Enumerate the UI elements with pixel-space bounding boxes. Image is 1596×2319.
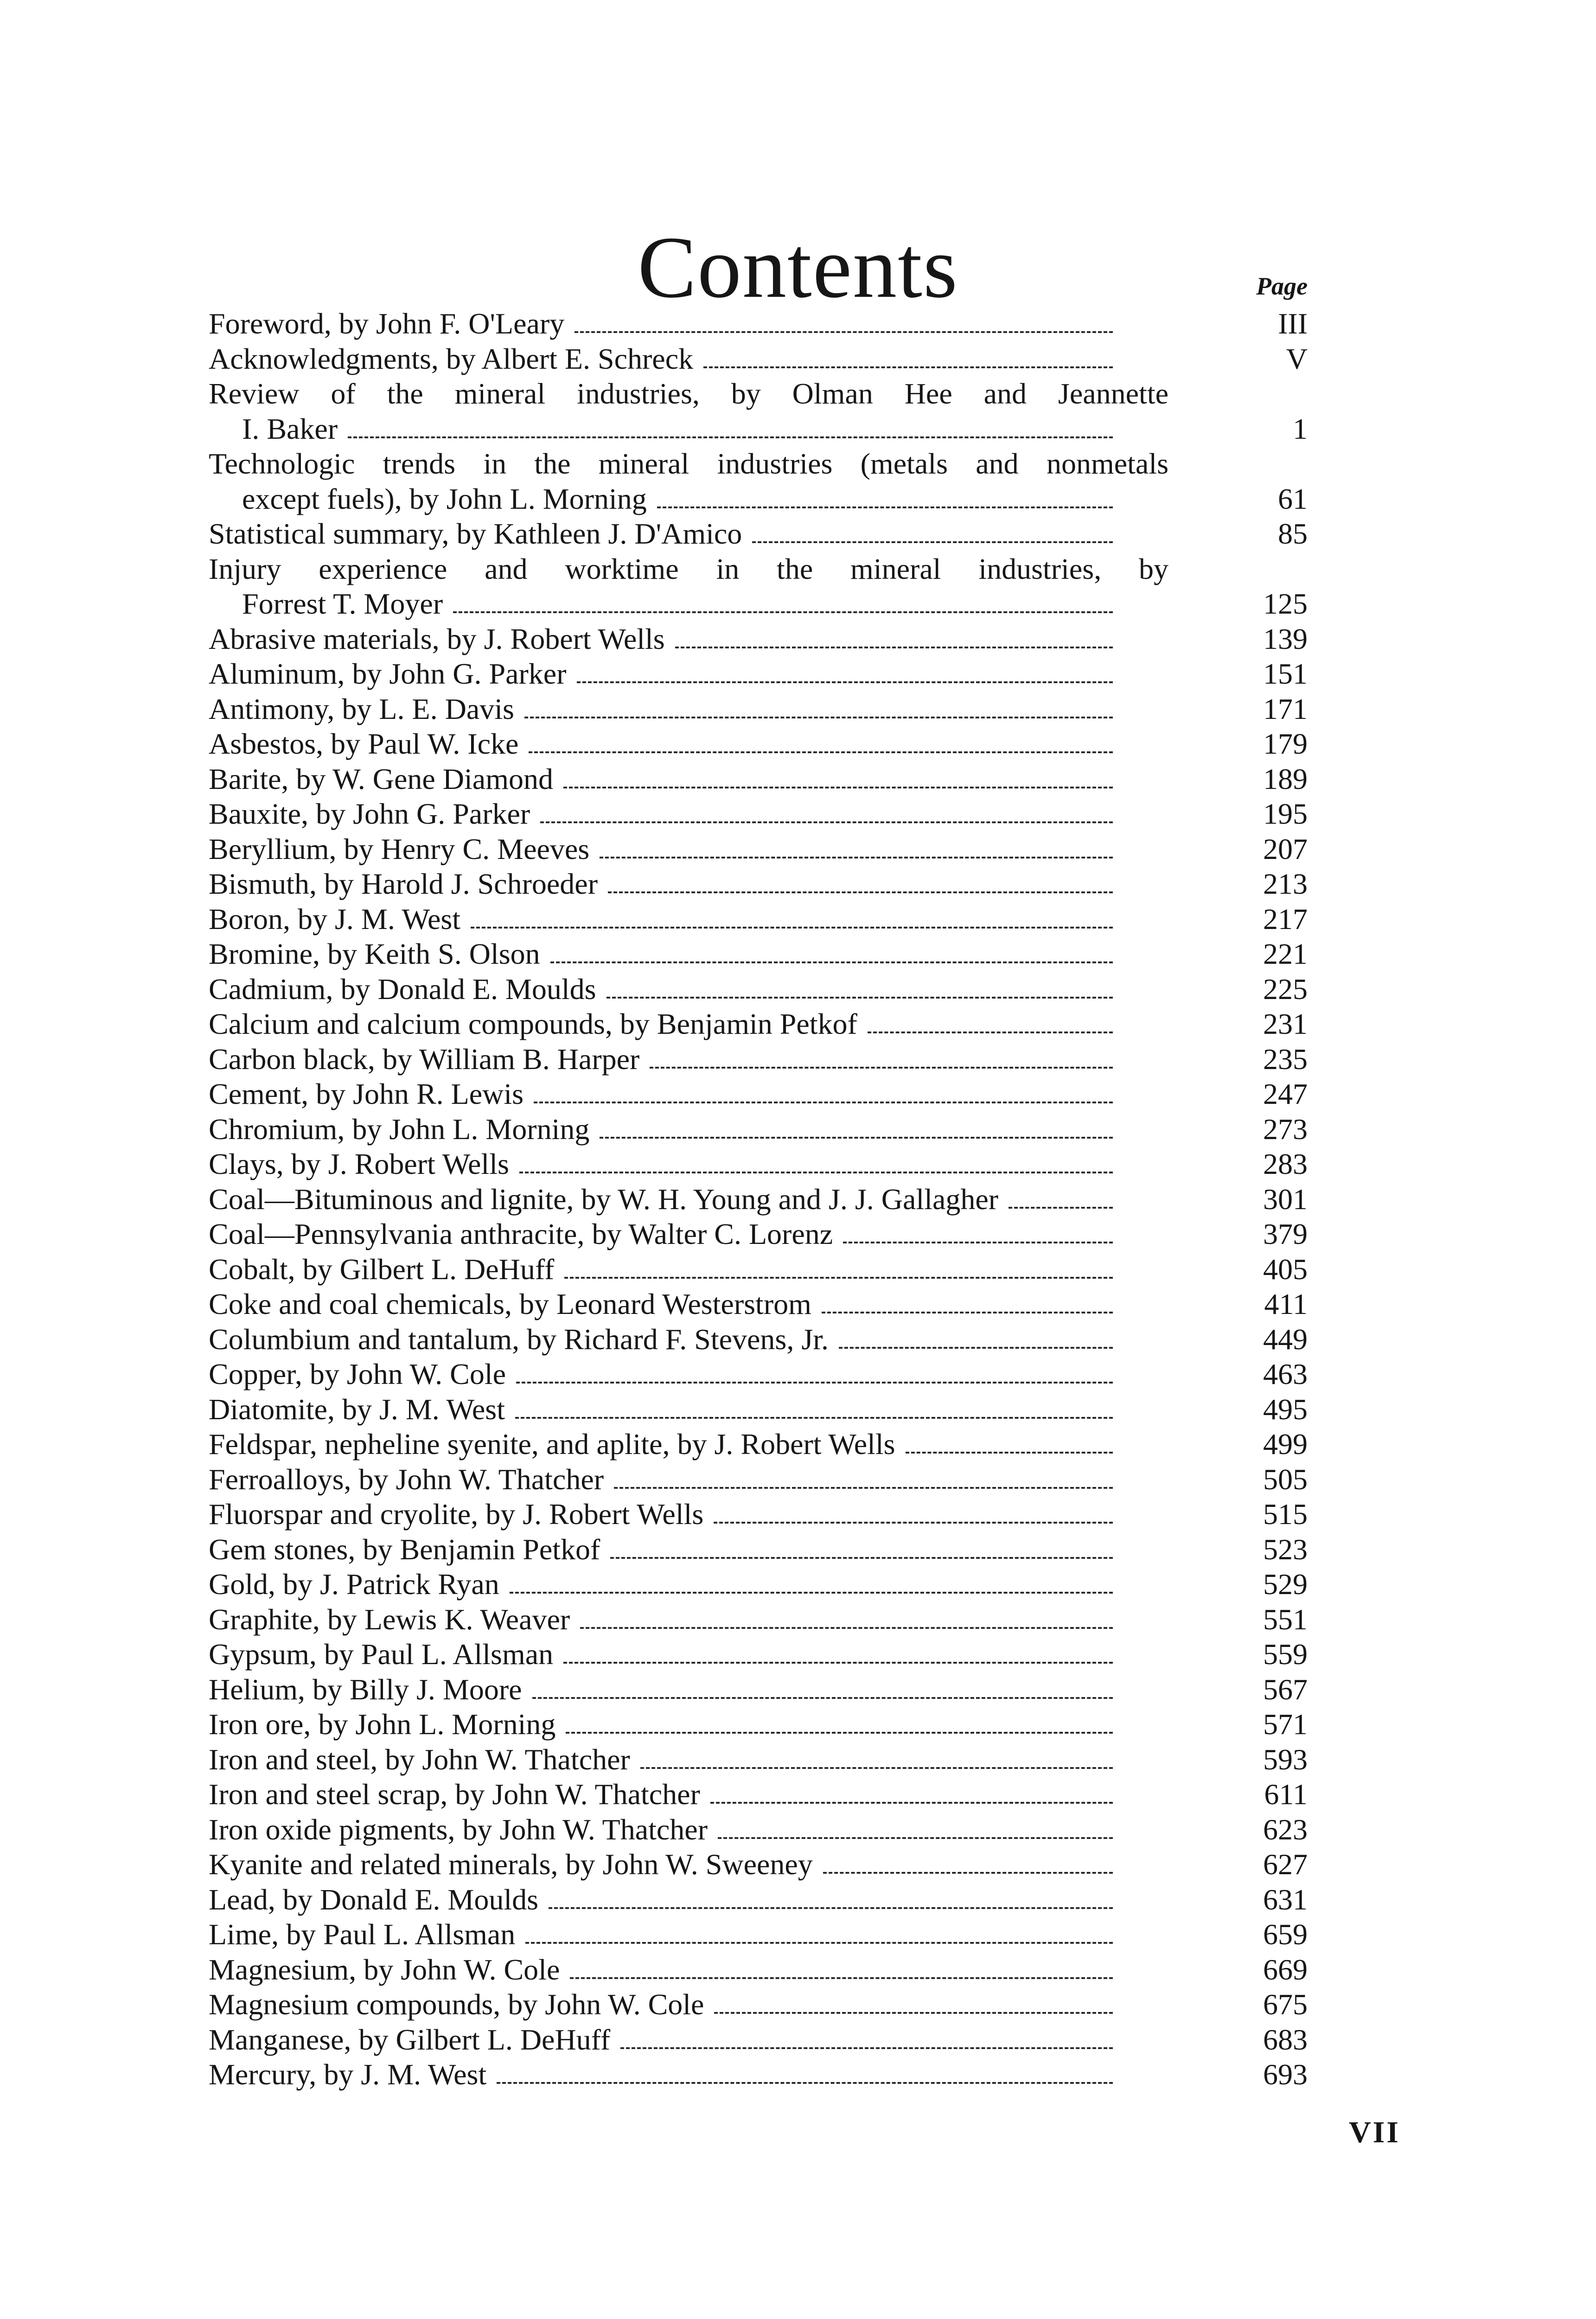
- toc-entry-line: [209, 1252, 1308, 1287]
- dot-leader: [580, 1627, 1113, 1629]
- toc-entry-title: Graphite, by Lewis K. Weaver: [209, 1602, 570, 1636]
- toc-entry-title: Iron and steel scrap, by John W. Thatcher: [209, 1778, 700, 1811]
- toc-entry: [209, 2022, 1308, 2057]
- dot-leader: [675, 647, 1113, 648]
- toc-entry-line: [209, 376, 1308, 411]
- toc-entry-line: [209, 1847, 1308, 1882]
- toc-entry: [209, 972, 1308, 1007]
- toc-page-number: 195: [1263, 797, 1308, 830]
- toc-entry: [209, 1952, 1308, 1987]
- toc-entry-line: [209, 1567, 1308, 1602]
- toc-entry-line: [209, 692, 1308, 727]
- dot-leader: [577, 681, 1113, 683]
- toc-entry: [209, 762, 1308, 797]
- dot-leader: [497, 2082, 1113, 2084]
- toc-entry-title: Barite, by W. Gene Diamond: [209, 762, 553, 795]
- toc-entry: [209, 306, 1308, 341]
- dot-leader: [714, 2012, 1113, 2014]
- toc-entry-line: [209, 1742, 1308, 1777]
- toc-entry-line: [209, 341, 1308, 377]
- toc-page-number: 683: [1263, 2023, 1308, 2056]
- toc-entry-title: Aluminum, by John G. Parker: [209, 657, 567, 690]
- toc-entry-line: [209, 1637, 1308, 1672]
- toc-entry-title: Coal—Bituminous and lignite, by W. H. Young and J. J. Gallagher: [209, 1182, 999, 1216]
- dot-leader: [529, 751, 1113, 753]
- toc-entry-line: [209, 796, 1308, 832]
- toc-page-number: 505: [1263, 1462, 1308, 1496]
- dot-leader: [600, 1137, 1113, 1139]
- toc-page-number: 171: [1263, 692, 1308, 725]
- dot-leader: [575, 331, 1113, 333]
- toc-entry-line: [209, 306, 1308, 341]
- toc-entry: [209, 341, 1308, 377]
- toc-entry-line: [209, 1287, 1308, 1322]
- toc-entry-title: Fluorspar and cryolite, by J. Robert Wells: [209, 1498, 704, 1531]
- toc-entry-title: Copper, by John W. Cole: [209, 1358, 506, 1390]
- toc-page-number: 659: [1263, 1918, 1308, 1951]
- toc-page-number: 379: [1263, 1217, 1308, 1250]
- toc-entry-title: Carbon black, by William B. Harper: [209, 1042, 640, 1076]
- toc-entry: [209, 1042, 1308, 1077]
- toc-entry-line: [209, 621, 1308, 657]
- toc-entry-line: [209, 1462, 1308, 1497]
- toc-entry-line: [209, 762, 1308, 797]
- dot-leader: [620, 2047, 1113, 2049]
- toc-entry: [209, 866, 1308, 902]
- toc-page-number: 411: [1264, 1288, 1308, 1320]
- toc-page-number: 611: [1264, 1778, 1308, 1811]
- toc-page-number: 669: [1263, 1953, 1308, 1986]
- dot-leader: [906, 1452, 1113, 1454]
- dot-leader: [471, 927, 1113, 929]
- dot-leader: [839, 1347, 1113, 1349]
- toc-entry-title: Magnesium, by John W. Cole: [209, 1953, 560, 1986]
- toc-page-number: V: [1286, 342, 1308, 375]
- toc-entry: [209, 551, 1308, 621]
- dot-leader: [868, 1031, 1113, 1033]
- toc-entry-line: [209, 1427, 1308, 1462]
- toc-page-number: 301: [1263, 1182, 1308, 1216]
- dot-leader: [614, 1487, 1113, 1489]
- dot-leader: [532, 1697, 1113, 1699]
- toc-entry-title: Calcium and calcium compounds, by Benjamin Petkof: [209, 1007, 857, 1040]
- toc-entry-title: Bismuth, by Harold J. Schroeder: [209, 867, 598, 900]
- toc-entry-title: Ferroalloys, by John W. Thatcher: [209, 1462, 604, 1496]
- toc-entry: [209, 1812, 1308, 1847]
- toc-entry-title: Gem stones, by Benjamin Petkof: [209, 1532, 600, 1566]
- toc-entry: [209, 1217, 1308, 1252]
- toc-entry-title: Gypsum, by Paul L. Allsman: [209, 1638, 554, 1671]
- dot-leader: [519, 1172, 1113, 1173]
- toc-entry-title: Bauxite, by John G. Parker: [209, 797, 530, 830]
- toc-entry-title: Feldspar, nepheline syenite, and aplite, by J. Robert Wells: [209, 1428, 895, 1461]
- toc-entry-line: [209, 866, 1308, 902]
- dot-leader: [453, 611, 1113, 613]
- toc-entry-line: [209, 481, 1308, 517]
- toc-page-number: 61: [1278, 482, 1308, 515]
- toc-entry: [209, 832, 1308, 867]
- dot-leader: [550, 961, 1113, 963]
- dot-leader: [348, 436, 1113, 438]
- toc-page-number: 247: [1263, 1077, 1308, 1110]
- toc-page-number: 217: [1263, 902, 1308, 935]
- toc-entry-line: [209, 551, 1308, 587]
- toc-page-number: 631: [1263, 1883, 1308, 1916]
- toc-entry-title: Iron ore, by John L. Morning: [209, 1708, 556, 1741]
- toc-entry-line: [209, 902, 1308, 937]
- toc-entry-title: Foreword, by John F. O'Leary: [209, 307, 565, 340]
- toc-page-number: 221: [1263, 937, 1308, 970]
- toc-page-number: 85: [1278, 517, 1308, 550]
- toc-entry-line: [209, 656, 1308, 692]
- toc-entry: [209, 1462, 1308, 1497]
- toc-entry: [209, 796, 1308, 832]
- toc-page-number: 235: [1263, 1042, 1308, 1076]
- toc-entry-title: Iron oxide pigments, by John W. Thatcher: [209, 1813, 708, 1846]
- toc-entry: [209, 1917, 1308, 1952]
- toc-entry-line: [209, 411, 1308, 447]
- toc-entry: [209, 1287, 1308, 1322]
- dot-leader: [570, 1977, 1113, 1979]
- dot-leader: [516, 1382, 1113, 1384]
- toc-page-number: 559: [1263, 1638, 1308, 1671]
- toc-entry-line: [209, 972, 1308, 1007]
- toc-entry-title: Technologic trends in the mineral industries (metals and nonmetals: [209, 447, 1168, 480]
- toc-page-number: 529: [1263, 1568, 1308, 1601]
- toc-page-number: 139: [1263, 622, 1308, 655]
- toc-entry: [209, 1392, 1308, 1427]
- toc-page-number: 189: [1263, 762, 1308, 795]
- toc-entry: [209, 1637, 1308, 1672]
- toc-entry-title: Asbestos, by Paul W. Icke: [209, 727, 519, 760]
- toc-entry-line: [209, 1357, 1308, 1392]
- toc-page-number: 1: [1293, 412, 1308, 445]
- dot-leader: [823, 1872, 1113, 1874]
- dot-leader: [822, 1312, 1113, 1313]
- toc-entry-title: Boron, by J. M. West: [209, 902, 461, 935]
- dot-leader: [710, 1802, 1113, 1804]
- dot-leader: [600, 857, 1113, 858]
- toc-entry-title: Abrasive materials, by J. Robert Wells: [209, 622, 665, 655]
- toc-page-number: 213: [1263, 867, 1308, 900]
- toc-page-number: 675: [1263, 1988, 1308, 2021]
- toc-entry: [209, 1567, 1308, 1602]
- page-number-folio: VII: [1348, 2115, 1400, 2149]
- toc-entry: [209, 621, 1308, 657]
- toc-page-number: 593: [1263, 1742, 1308, 1776]
- toc-entry: [209, 1987, 1308, 2022]
- page-title: Contents: [638, 219, 958, 317]
- toc-page-number: 571: [1263, 1708, 1308, 1741]
- toc-entry-line: [209, 1707, 1308, 1742]
- toc-page-number: 405: [1263, 1252, 1308, 1286]
- dot-leader: [752, 541, 1113, 543]
- toc-entry-title: I. Baker: [242, 412, 338, 445]
- toc-page-number: 179: [1263, 727, 1308, 760]
- toc-entry: [209, 1742, 1308, 1777]
- toc-entry: [209, 1427, 1308, 1462]
- dot-leader: [650, 1067, 1113, 1069]
- toc-entry-line: [209, 1392, 1308, 1427]
- dot-leader: [510, 1592, 1113, 1594]
- page-column-header: Page: [1256, 272, 1308, 300]
- toc-page-number: 151: [1263, 657, 1308, 690]
- dot-leader: [1009, 1207, 1113, 1209]
- dot-leader: [843, 1242, 1113, 1243]
- toc-entry-line: [209, 1006, 1308, 1042]
- toc-page-number: 551: [1263, 1602, 1308, 1636]
- toc-entry-title: Lime, by Paul L. Allsman: [209, 1918, 516, 1951]
- toc-page-number: 627: [1263, 1848, 1308, 1881]
- toc-page-number: 273: [1263, 1112, 1308, 1146]
- toc-entry: [209, 692, 1308, 727]
- toc-entry-line: [209, 1497, 1308, 1532]
- toc-entry-line: [209, 446, 1308, 481]
- toc-entry-line: [209, 1812, 1308, 1847]
- toc-page-number: 283: [1263, 1147, 1308, 1180]
- toc-entry-title: Cement, by John R. Lewis: [209, 1077, 524, 1110]
- toc-entry-title: Acknowledgments, by Albert E. Schreck: [209, 342, 694, 375]
- toc-entry-title: Antimony, by L. E. Davis: [209, 692, 514, 725]
- toc-page-number: III: [1278, 307, 1308, 340]
- toc-entry-title: Cadmium, by Donald E. Moulds: [209, 972, 596, 1006]
- toc-entry: [209, 1532, 1308, 1567]
- toc-entry: [209, 376, 1308, 446]
- toc-entry-title: Diatomite, by J. M. West: [209, 1392, 505, 1426]
- dot-leader: [563, 1662, 1113, 1664]
- dot-leader: [549, 1907, 1113, 1909]
- toc-entry-title: Gold, by J. Patrick Ryan: [209, 1568, 499, 1601]
- toc-entry-title: Lead, by Donald E. Moulds: [209, 1883, 538, 1916]
- toc-entry-line: [209, 1112, 1308, 1147]
- toc-entry-line: [209, 1882, 1308, 1917]
- toc-page-number: 225: [1263, 972, 1308, 1006]
- toc-page-number: 495: [1263, 1392, 1308, 1426]
- toc-page-number: 449: [1263, 1322, 1308, 1356]
- toc-entry: [209, 656, 1308, 692]
- toc-entry: [209, 936, 1308, 972]
- dot-leader: [515, 1417, 1113, 1419]
- toc-entry-line: [209, 2057, 1308, 2092]
- toc-entry: [209, 1147, 1308, 1182]
- toc-entry-line: [209, 1147, 1308, 1182]
- toc-entry: [209, 1777, 1308, 1812]
- toc-entry-line: [209, 516, 1308, 551]
- toc-page-number: 693: [1263, 2058, 1308, 2091]
- toc-entry-title: Helium, by Billy J. Moore: [209, 1672, 522, 1706]
- toc-entry: [209, 1006, 1308, 1042]
- toc-entry-line: [209, 936, 1308, 972]
- toc-entry-title: Statistical summary, by Kathleen J. D'Amico: [209, 517, 742, 550]
- toc-entry: [209, 1847, 1308, 1882]
- toc-entry-title: except fuels), by John L. Morning: [242, 482, 647, 515]
- toc-entry-title: Coke and coal chemicals, by Leonard Westerstrom: [209, 1288, 811, 1320]
- toc-entry-line: [209, 1777, 1308, 1812]
- toc-page-number: 207: [1263, 832, 1308, 865]
- dot-leader: [718, 1837, 1113, 1839]
- toc-entry-title: Injury experience and worktime in the mineral industries, by: [209, 552, 1168, 585]
- toc-entry-line: [209, 1532, 1308, 1567]
- toc-entry-title: Manganese, by Gilbert L. DeHuff: [209, 2023, 611, 2056]
- dot-leader: [606, 997, 1113, 999]
- dot-leader: [608, 891, 1113, 893]
- toc-entry: [209, 2057, 1308, 2092]
- toc-entry-title: Forrest T. Moyer: [242, 587, 443, 620]
- toc-entry: [209, 1672, 1308, 1707]
- toc-entry-line: [209, 1322, 1308, 1357]
- dot-leader: [534, 1102, 1113, 1103]
- toc-entry-title: Bromine, by Keith S. Olson: [209, 937, 540, 970]
- toc-entry-title: Clays, by J. Robert Wells: [209, 1147, 509, 1180]
- toc-entry: [209, 902, 1308, 937]
- toc-entry: [209, 1076, 1308, 1112]
- toc-entry-line: [209, 1917, 1308, 1952]
- dot-leader: [564, 1277, 1113, 1279]
- toc-page-number: 623: [1263, 1813, 1308, 1846]
- toc-entry-line: [209, 1952, 1308, 1987]
- toc-entry-line: [209, 1217, 1308, 1252]
- toc-page-number: 125: [1263, 587, 1308, 620]
- dot-leader: [640, 1767, 1113, 1769]
- toc-entry: [209, 726, 1308, 762]
- dot-leader: [610, 1557, 1113, 1559]
- dot-leader: [563, 787, 1113, 788]
- toc-entry: [209, 1602, 1308, 1637]
- dot-leader: [525, 1942, 1113, 1944]
- toc-entry-title: Review of the mineral industries, by Olman Hee and Jeannette: [209, 377, 1168, 410]
- table-of-contents: [209, 306, 1308, 2092]
- toc-entry: [209, 446, 1308, 516]
- dot-leader: [566, 1732, 1113, 1734]
- toc-entry: [209, 1497, 1308, 1532]
- toc-entry-line: [209, 726, 1308, 762]
- toc-page-number: 499: [1263, 1428, 1308, 1461]
- toc-entry: [209, 1182, 1308, 1217]
- toc-entry: [209, 1357, 1308, 1392]
- toc-entry-line: [209, 2022, 1308, 2057]
- toc-page-number: 567: [1263, 1672, 1308, 1706]
- toc-entry: [209, 1112, 1308, 1147]
- toc-entry-line: [209, 1042, 1308, 1077]
- toc-entry-line: [209, 1182, 1308, 1217]
- toc-entry: [209, 516, 1308, 551]
- toc-entry-title: Chromium, by John L. Morning: [209, 1112, 590, 1146]
- toc-entry-title: Beryllium, by Henry C. Meeves: [209, 832, 590, 865]
- toc-entry-line: [209, 1672, 1308, 1707]
- toc-entry-title: Mercury, by J. M. West: [209, 2058, 487, 2091]
- toc-entry: [209, 1322, 1308, 1357]
- toc-entry-title: Cobalt, by Gilbert L. DeHuff: [209, 1252, 555, 1286]
- toc-entry-title: Kyanite and related minerals, by John W. Sweeney: [209, 1848, 813, 1881]
- toc-page-number: 231: [1263, 1007, 1308, 1040]
- toc-entry-title: Iron and steel, by John W. Thatcher: [209, 1742, 630, 1776]
- dot-leader: [714, 1522, 1113, 1524]
- toc-entry-title: Magnesium compounds, by John W. Cole: [209, 1988, 704, 2021]
- toc-entry-title: Columbium and tantalum, by Richard F. Stevens, Jr.: [209, 1322, 829, 1356]
- toc-entry-line: [209, 1602, 1308, 1637]
- dot-leader: [657, 506, 1113, 508]
- toc-entry-line: [209, 586, 1308, 621]
- toc-entry: [209, 1252, 1308, 1287]
- toc-page-number: 463: [1263, 1358, 1308, 1390]
- dot-leader: [524, 717, 1113, 718]
- toc-entry-title: Coal—Pennsylvania anthracite, by Walter C. Lorenz: [209, 1217, 833, 1250]
- toc-page-number: 515: [1263, 1498, 1308, 1531]
- toc-entry-line: [209, 832, 1308, 867]
- toc-entry: [209, 1882, 1308, 1917]
- toc-page-number: 523: [1263, 1532, 1308, 1566]
- dot-leader: [540, 821, 1113, 823]
- toc-entry-line: [209, 1987, 1308, 2022]
- toc-entry-line: [209, 1076, 1308, 1112]
- dot-leader: [703, 366, 1113, 368]
- toc-entry: [209, 1707, 1308, 1742]
